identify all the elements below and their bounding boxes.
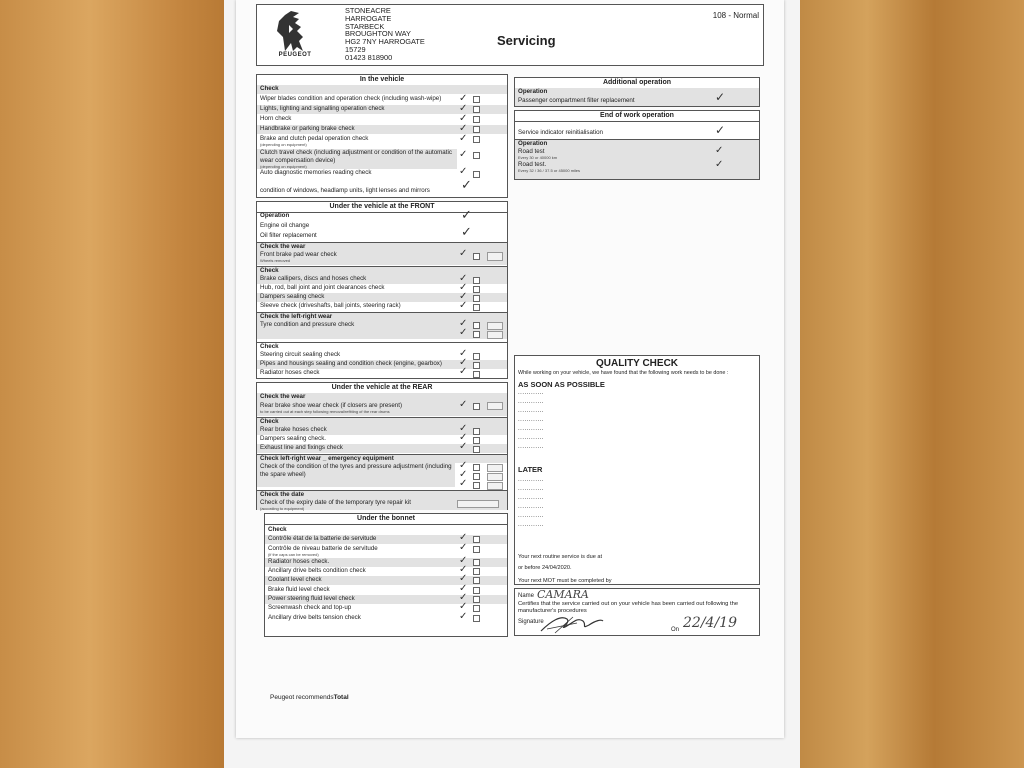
check-tick-icon: ✓ — [459, 611, 468, 622]
list-item: Check — [257, 266, 507, 275]
check-tick-icon: ✓ — [459, 318, 468, 329]
list-item: Brake and clutch pedal operation check (depending on equipment) — [260, 135, 369, 147]
lion-icon — [263, 7, 325, 55]
checkbox[interactable] — [473, 428, 480, 435]
on-label: On — [671, 627, 680, 633]
check-tick-icon: ✓ — [459, 149, 468, 160]
list-item: Hub, rod, ball joint and joint clearances check — [260, 284, 385, 291]
percent-field[interactable] — [487, 464, 503, 472]
section-title: Additional operation — [515, 78, 759, 89]
list-item: Check of the expiry date of the temporary tyre repair kit (according to equipment) — [257, 499, 507, 510]
page-title: Servicing — [497, 33, 556, 48]
wooden-table-left — [0, 0, 224, 768]
check-tick-icon: ✓ — [715, 123, 726, 137]
list-item: Road test Every 30 or 40000 km — [515, 148, 759, 161]
check-tick-icon: ✓ — [459, 432, 468, 443]
checkbox[interactable] — [473, 403, 480, 410]
check-tick-icon: ✓ — [459, 133, 468, 144]
check-tick-icon: ✓ — [715, 159, 724, 170]
list-item: Rear brake hoses check — [257, 426, 507, 435]
check-tick-icon: ✓ — [459, 327, 468, 338]
checkbox[interactable] — [473, 304, 480, 311]
list-item: Service indicator reinitialisation — [518, 129, 603, 136]
asap-lines: ............ ............ ............ ............ ............ ............ ............ — [518, 390, 545, 450]
checkbox[interactable] — [473, 126, 480, 133]
checkbox[interactable] — [473, 116, 480, 123]
list-item: Front brake pad wear check Wheels removed — [257, 251, 507, 265]
checkbox[interactable] — [473, 322, 480, 329]
section-title: Under the bonnet — [265, 514, 507, 525]
end-work-section — [514, 110, 760, 180]
checkbox[interactable] — [473, 605, 480, 612]
list-item: Check the wear — [257, 393, 507, 402]
check-tick-icon: ✓ — [459, 469, 468, 480]
dealer-line: HARROGATE — [345, 13, 392, 23]
list-item: Ancillary drive belts tension check — [268, 614, 361, 621]
peugeot-logo — [263, 7, 325, 63]
list-item: Radiator hoses check — [260, 369, 320, 376]
checkbox[interactable] — [473, 106, 480, 113]
percent-field[interactable] — [487, 402, 503, 410]
next-mot: Your next MOT must be completed by — [518, 578, 612, 584]
list-item: Dampers sealing check. — [260, 435, 327, 442]
oil-brand: Total — [333, 694, 349, 701]
checkbox[interactable] — [473, 96, 480, 103]
check-tick-icon: ✓ — [459, 601, 468, 612]
list-item: Pipes and housings sealing and condition check (engine, gearbox) — [257, 360, 507, 369]
check-tick-icon: ✓ — [459, 291, 468, 302]
checkbox[interactable] — [473, 568, 480, 575]
list-item: Horn check — [260, 115, 292, 122]
section-title: Under the vehicle at the REAR — [257, 383, 507, 394]
list-item: Operation — [515, 139, 759, 148]
footer-recommends: Peugeot recommendsTotal — [270, 694, 349, 701]
checkbox[interactable] — [473, 546, 480, 553]
checkbox[interactable] — [473, 437, 480, 444]
checkbox[interactable] — [473, 331, 480, 338]
servicing-form — [236, 0, 784, 738]
checkbox[interactable] — [473, 536, 480, 543]
list-item: Check left-right wear _ emergency equipment — [257, 454, 507, 463]
check-tick-icon: ✓ — [459, 441, 468, 452]
list-item: Coolant level check — [265, 576, 507, 585]
later-heading: LATER — [518, 465, 543, 474]
percent-field[interactable] — [487, 473, 503, 481]
list-item: Contrôle de niveau batterie de servitude (if the caps can be removed) — [268, 545, 378, 557]
list-item: Radiator hoses check. — [265, 558, 507, 567]
section-title: In the vehicle — [257, 75, 507, 86]
next-service-date: or before 24/04/2020. — [518, 565, 572, 571]
check-tick-icon: ✓ — [459, 93, 468, 104]
check-tick-icon: ✓ — [459, 113, 468, 124]
check-tick-icon: ✓ — [459, 542, 468, 553]
check-tick-icon: ✓ — [459, 248, 468, 259]
checkbox[interactable] — [473, 464, 480, 471]
list-item: Passenger compartment filter replacement — [515, 97, 759, 106]
list-item: Check the left-right wear — [257, 312, 507, 321]
check-tick-icon: ✓ — [459, 123, 468, 134]
dealer-line: 01423 818900 — [345, 52, 393, 62]
list-item: Wiper blades condition and operation check (including wash-wipe) — [260, 95, 442, 102]
checkbox[interactable] — [473, 362, 480, 369]
list-item: Check of the condition of the tyres and pressure adjustment (including the spare wheel) — [257, 463, 455, 487]
list-item: Dampers sealing check — [257, 293, 507, 302]
dealer-line: HG2 7NY HARROGATE — [345, 37, 425, 47]
list-item: Check the wear — [257, 242, 507, 251]
list-item: Clutch travel check (including adjustment or condition of the automatic wear compensation device) (depending on equipment) — [257, 149, 457, 169]
check-tick-icon: ✓ — [715, 145, 724, 156]
checkbox[interactable] — [473, 171, 480, 178]
check-tick-icon: ✓ — [459, 273, 468, 284]
list-item: Lights, lighting and signalling operation check — [257, 105, 507, 114]
quality-intro: While working on your vehicle, we have found that the following work needs to be done : — [518, 370, 729, 376]
check-tick-icon: ✓ — [459, 423, 468, 434]
checkbox[interactable] — [473, 353, 480, 360]
checkbox[interactable] — [473, 615, 480, 622]
signature-date: 22/4/19 — [683, 615, 737, 631]
list-item: condition of windows, headlamp units, light lenses and mirrors — [260, 187, 430, 194]
percent-field[interactable] — [487, 322, 503, 330]
list-item: Exhaust line and fixings check — [257, 444, 507, 453]
list-item: Brake fluid level check — [268, 586, 330, 593]
check-tick-icon: ✓ — [459, 532, 468, 543]
checkbox[interactable] — [473, 596, 480, 603]
document-sheet — [224, 0, 800, 768]
list-item: Power steering fluid level check — [265, 595, 507, 604]
list-item: Contrôle état de la batterie de servitude — [265, 535, 507, 544]
check-tick-icon: ✓ — [459, 555, 468, 566]
list-item: Road test. Every 32 / 36 / 37.5 or 45000 miles — [515, 161, 759, 179]
check-tick-icon: ✓ — [459, 583, 468, 594]
list-item: Check — [257, 342, 507, 351]
check-tick-icon: ✓ — [459, 399, 468, 410]
check-tick-icon: ✓ — [459, 103, 468, 114]
list-item: Auto diagnostic memories reading check — [260, 169, 372, 176]
checkbox[interactable] — [473, 577, 480, 584]
list-item: Screenwash check and top-up — [268, 604, 352, 611]
checkbox[interactable] — [473, 253, 480, 260]
check-tick-icon: ✓ — [459, 348, 468, 359]
wooden-table-right — [800, 0, 1024, 768]
rear-section — [256, 382, 508, 510]
check-tick-icon: ✓ — [459, 573, 468, 584]
technician-name: CAMARA — [537, 588, 589, 601]
list-item: Tyre condition and pressure check — [257, 321, 507, 339]
next-service: Your next routine service is due at — [518, 554, 603, 560]
later-lines: ............ ............ ............ ............ ............ ............ — [518, 477, 545, 528]
list-item: Brake callipers, discs and hoses check — [257, 275, 507, 284]
percent-field[interactable] — [487, 482, 503, 490]
list-item: Sleeve check (driveshafts, ball joints, steering rack) — [260, 302, 401, 309]
checkbox[interactable] — [473, 473, 480, 480]
list-item: Steering circuit sealing check — [260, 351, 341, 358]
list-item: Handbrake or parking brake check — [257, 125, 507, 134]
check-tick-icon: ✓ — [461, 208, 472, 223]
header-box — [256, 4, 764, 66]
check-tick-icon: ✓ — [459, 460, 468, 471]
checkbox[interactable] — [473, 446, 480, 453]
checkbox[interactable] — [473, 295, 480, 302]
check-tick-icon: ✓ — [459, 357, 468, 368]
list-item: Engine oil change — [260, 222, 310, 229]
check-tick-icon: ✓ — [461, 225, 472, 240]
check-tick-icon: ✓ — [459, 300, 468, 311]
additional-section — [514, 77, 760, 107]
list-item: Operation — [260, 212, 290, 219]
vehicle-model: 108 - Normal — [712, 11, 759, 20]
list-item: Ancillary drive belts condition check — [268, 567, 366, 574]
quality-title: QUALITY CHECK — [595, 358, 679, 369]
signature-label: Signature — [518, 619, 544, 625]
checkbox[interactable] — [473, 482, 480, 489]
check-tick-icon: ✓ — [461, 178, 472, 193]
list-item: Operation — [515, 88, 759, 97]
dealer-line: 15729 — [345, 44, 366, 54]
dealer-line: STONEACRE — [345, 6, 391, 15]
check-tick-icon: ✓ — [459, 166, 468, 177]
name-label: Name — [518, 593, 535, 599]
checkbox[interactable] — [473, 286, 480, 293]
quality-check-section — [514, 355, 760, 585]
bonnet-section — [264, 513, 508, 637]
check-tick-icon: ✓ — [459, 366, 468, 377]
check-tick-icon: ✓ — [459, 592, 468, 603]
list-item: Check — [257, 85, 507, 94]
checkbox[interactable] — [473, 587, 480, 594]
list-item: Check the date — [257, 490, 507, 499]
section-title: End of work operation — [515, 111, 759, 122]
checkbox[interactable] — [473, 136, 480, 143]
list-item: Rear brake shoe wear check (if closers are present) to be carried out at each step following removal/refitting of the rear drums — [257, 402, 507, 416]
check-tick-icon: ✓ — [715, 90, 726, 104]
checkbox[interactable] — [473, 152, 480, 159]
checkbox[interactable] — [473, 371, 480, 378]
dealer-line: STARBECK — [345, 21, 385, 31]
date-field[interactable] — [457, 500, 499, 508]
dealer-line: BROUGHTON WAY — [345, 29, 411, 39]
check-tick-icon: ✓ — [459, 564, 468, 575]
certification-section — [514, 588, 760, 636]
list-item: Check — [257, 417, 507, 426]
certifies-text: Certifies that the service carried out on your vehicle has been carried out following the manufacturer's procedures — [518, 601, 739, 614]
front-section — [256, 201, 508, 379]
list-item: Oil filter replacement — [260, 232, 317, 239]
list-item: Check — [268, 526, 287, 533]
dealer-address — [345, 7, 425, 62]
check-tick-icon: ✓ — [459, 282, 468, 293]
section-title: Under the vehicle at the FRONT — [257, 202, 507, 213]
checkbox[interactable] — [473, 277, 480, 284]
percent-field[interactable] — [487, 252, 503, 261]
in-vehicle-section — [256, 74, 508, 198]
checkbox[interactable] — [473, 559, 480, 566]
check-tick-icon: ✓ — [459, 478, 468, 489]
percent-field[interactable] — [487, 331, 503, 339]
signature-image — [537, 611, 607, 635]
brand-name: PEUGEOT — [278, 52, 312, 58]
asap-heading: AS SOON AS POSSIBLE — [518, 380, 605, 389]
